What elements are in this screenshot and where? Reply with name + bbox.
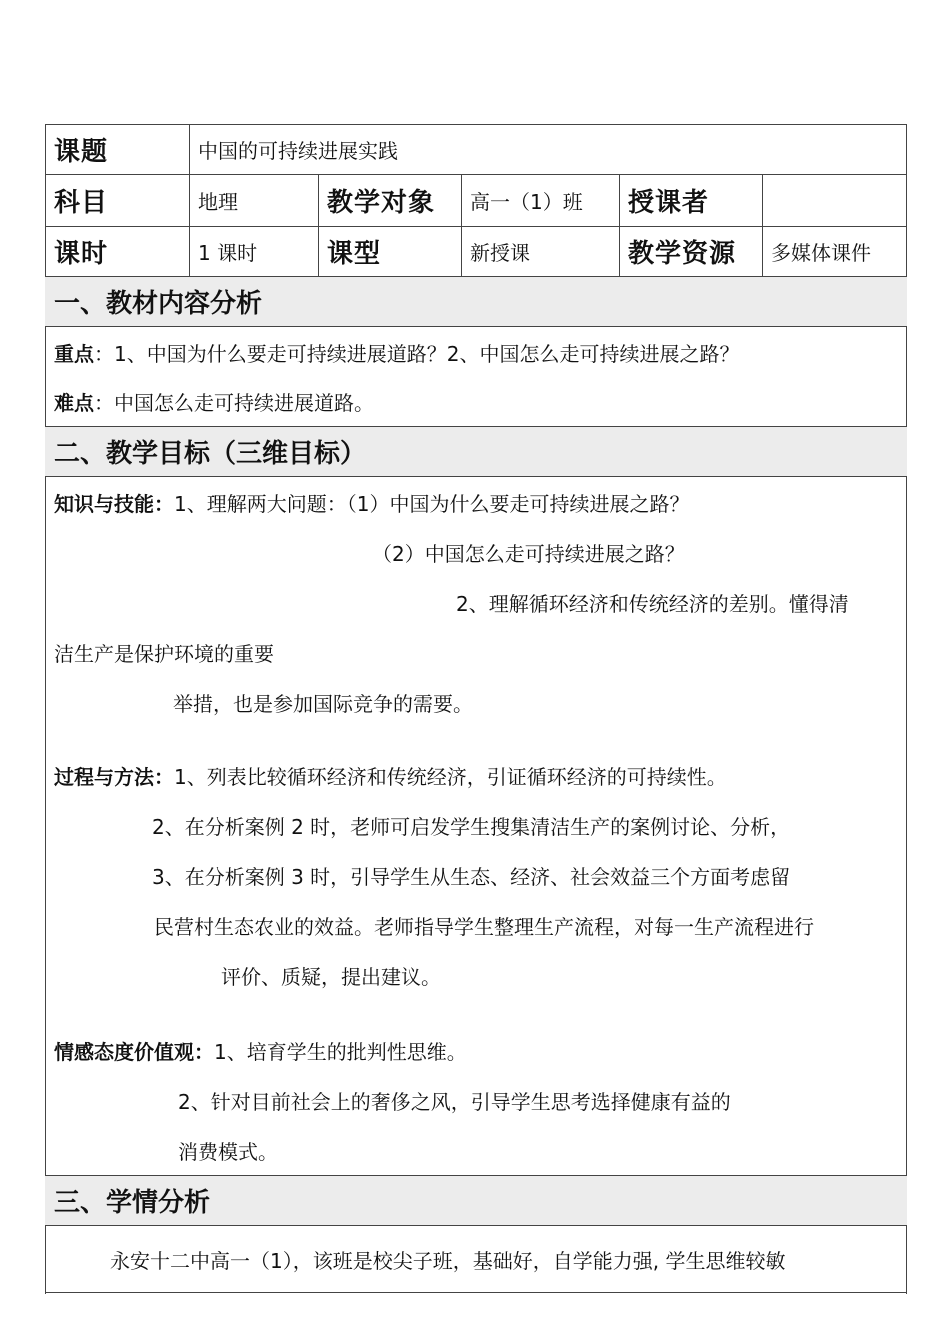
- emotion-line-2: 2、针对目前社会上的奢侈之风，引导学生思考选择健康有益的: [178, 1090, 731, 1114]
- key-points-text: ：1、中国为什么要走可持续进展道路？2、中国怎么走可持续进展之路？: [94, 342, 740, 366]
- subject-label: 科目: [54, 187, 109, 218]
- emotion-line-1: [54, 1042, 467, 1062]
- emotion-label: 情感态度价值观：: [54, 1040, 214, 1064]
- process-text: 1、列表比较循环经济和传统经济，引证循环经济的可持续性。: [174, 765, 727, 789]
- knowledge-line-1: [54, 494, 689, 514]
- lesson-type-label: 课型: [327, 238, 382, 269]
- divider: [45, 326, 907, 327]
- lesson-type-value: 新授课: [470, 240, 530, 265]
- teacher-value: [762, 174, 907, 226]
- process-line-2: 2、在分析案例 2 时，老师可启发学生搜集清洁生产的案例讨论、分析，: [152, 815, 791, 839]
- divider: [45, 476, 907, 477]
- emotion-line-3: 消费模式。: [178, 1140, 278, 1164]
- difficult-points-text: ：中国怎么走可持续进展道路。: [94, 391, 374, 415]
- subject-value: 地理: [198, 189, 238, 214]
- table-bottom-border: [45, 1292, 907, 1293]
- emotion-text: 1、培育学生的批判性思维。: [214, 1040, 467, 1064]
- knowledge-line-3: 2、理解循环经济和传统经济的差别。懂得清: [456, 592, 849, 616]
- topic-value: 中国的可持续进展实践: [198, 138, 398, 163]
- section-title-student-analysis: 三、学情分析: [45, 1176, 907, 1225]
- process-line-1: [54, 767, 727, 787]
- teacher-label: 授课者: [628, 187, 710, 218]
- divider: [45, 1225, 907, 1226]
- topic-label: 课题: [54, 136, 109, 167]
- key-points: [54, 344, 739, 364]
- resources-label: 教学资源: [628, 238, 737, 269]
- section-title-content-analysis: 一、教材内容分析: [45, 277, 907, 326]
- process-label: 过程与方法：: [54, 765, 174, 789]
- process-line-3: 3、在分析案例 3 时，引导学生从生态、经济、社会效益三个方面考虑留: [152, 865, 791, 889]
- difficult-points: [54, 393, 374, 413]
- knowledge-line-2: （2）中国怎么走可持续进展之路？: [372, 542, 685, 566]
- process-line-5: 评价、质疑，提出建议。: [221, 965, 441, 989]
- periods-value: 1 课时: [198, 240, 258, 265]
- section-title-objectives: 二、教学目标（三维目标）: [45, 427, 907, 476]
- difficult-points-label: 难点: [54, 391, 94, 415]
- periods-label: 课时: [54, 238, 109, 269]
- student-analysis-text: 永安十二中高一（1），该班是校尖子班，基础好，自学能力强, 学生思维较敏: [110, 1249, 786, 1273]
- audience-label: 教学对象: [327, 187, 436, 218]
- key-points-label: 重点: [54, 342, 94, 366]
- knowledge-line-5: 举措，也是参加国际竞争的需要。: [173, 692, 473, 716]
- process-line-4: 民营村生态农业的效益。老师指导学生整理生产流程，对每一生产流程进行: [154, 915, 814, 939]
- audience-value: 高一（1）班: [470, 189, 583, 214]
- knowledge-line-4: 洁生产是保护环境的重要: [54, 642, 274, 666]
- knowledge-text: 1、理解两大问题：（1）中国为什么要走可持续进展之路？: [174, 492, 690, 516]
- knowledge-label: 知识与技能：: [54, 492, 174, 516]
- resources-value: 多媒体课件: [771, 240, 871, 265]
